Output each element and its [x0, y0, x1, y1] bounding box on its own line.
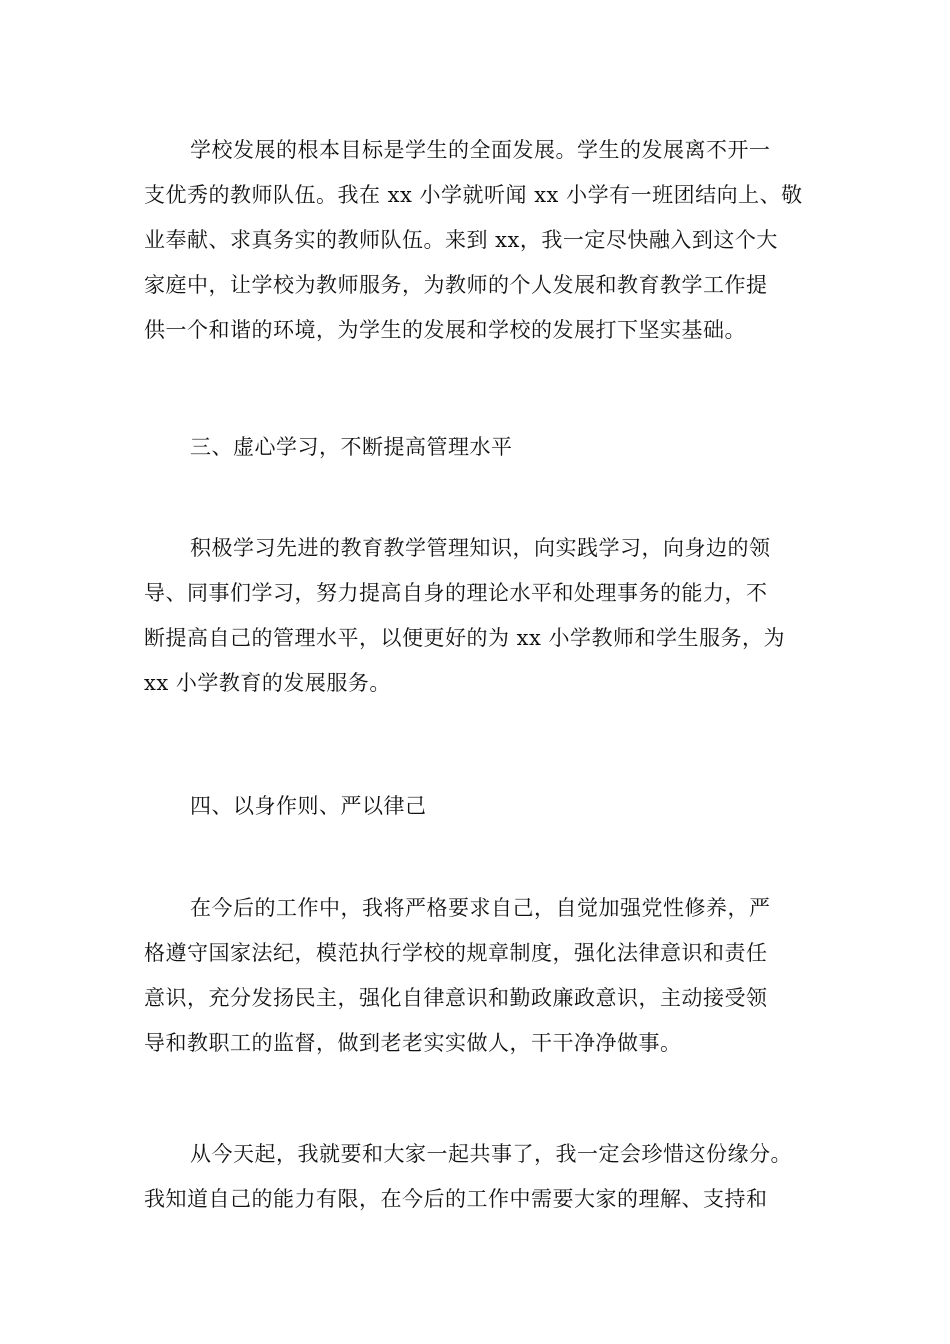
section-heading-three: 三、虚心学习，不断提高管理水平 — [190, 435, 513, 459]
section-heading-four: 四、以身作则、严以律己 — [190, 794, 427, 818]
paragraph-closing: 从今天起，我就要和大家一起共事了，我一定会珍惜这份缘分。 我知道自己的能力有限，在今后的工作中需要大家的理解、支持和 — [144, 1142, 792, 1211]
paragraph-learning: 积极学习先进的教育教学管理知识，向实践学习，向身边的领 导、同事们学习，努力提高自身的理论水平和处理事务的能力，不 断提高自己的管理水平，以便更好的为 xx 小学教师和学生服务，为 xx 小学教育的发展服务。 — [144, 536, 786, 695]
paragraph-self-discipline: 在今后的工作中，我将严格要求自己，自觉加强党性修养，严 格遵守国家法纪，模范执行学校的规章制度，强化法律意识和责任 意识，充分发扬民主，强化自律意识和勤政廉政意识，主动接受领 导和教职工的监督，做到老老实实做人，干干净净做事。 — [144, 896, 771, 1055]
paragraph-school-development: 学校发展的根本目标是学生的全面发展。学生的发展离不开一 支优秀的教师队伍。我在 xx 小学就听闻 xx 小学有一班团结向上、敬 业奉献、求真务实的教师队伍。来到 xx，我一定尽快融入到这个大 家庭中，让学校为教师服务，为教师的个人发展和教育教学工作提 供一个和谐的环境，为学生的发展和学校的发展打下坚实基础。 — [144, 138, 803, 342]
